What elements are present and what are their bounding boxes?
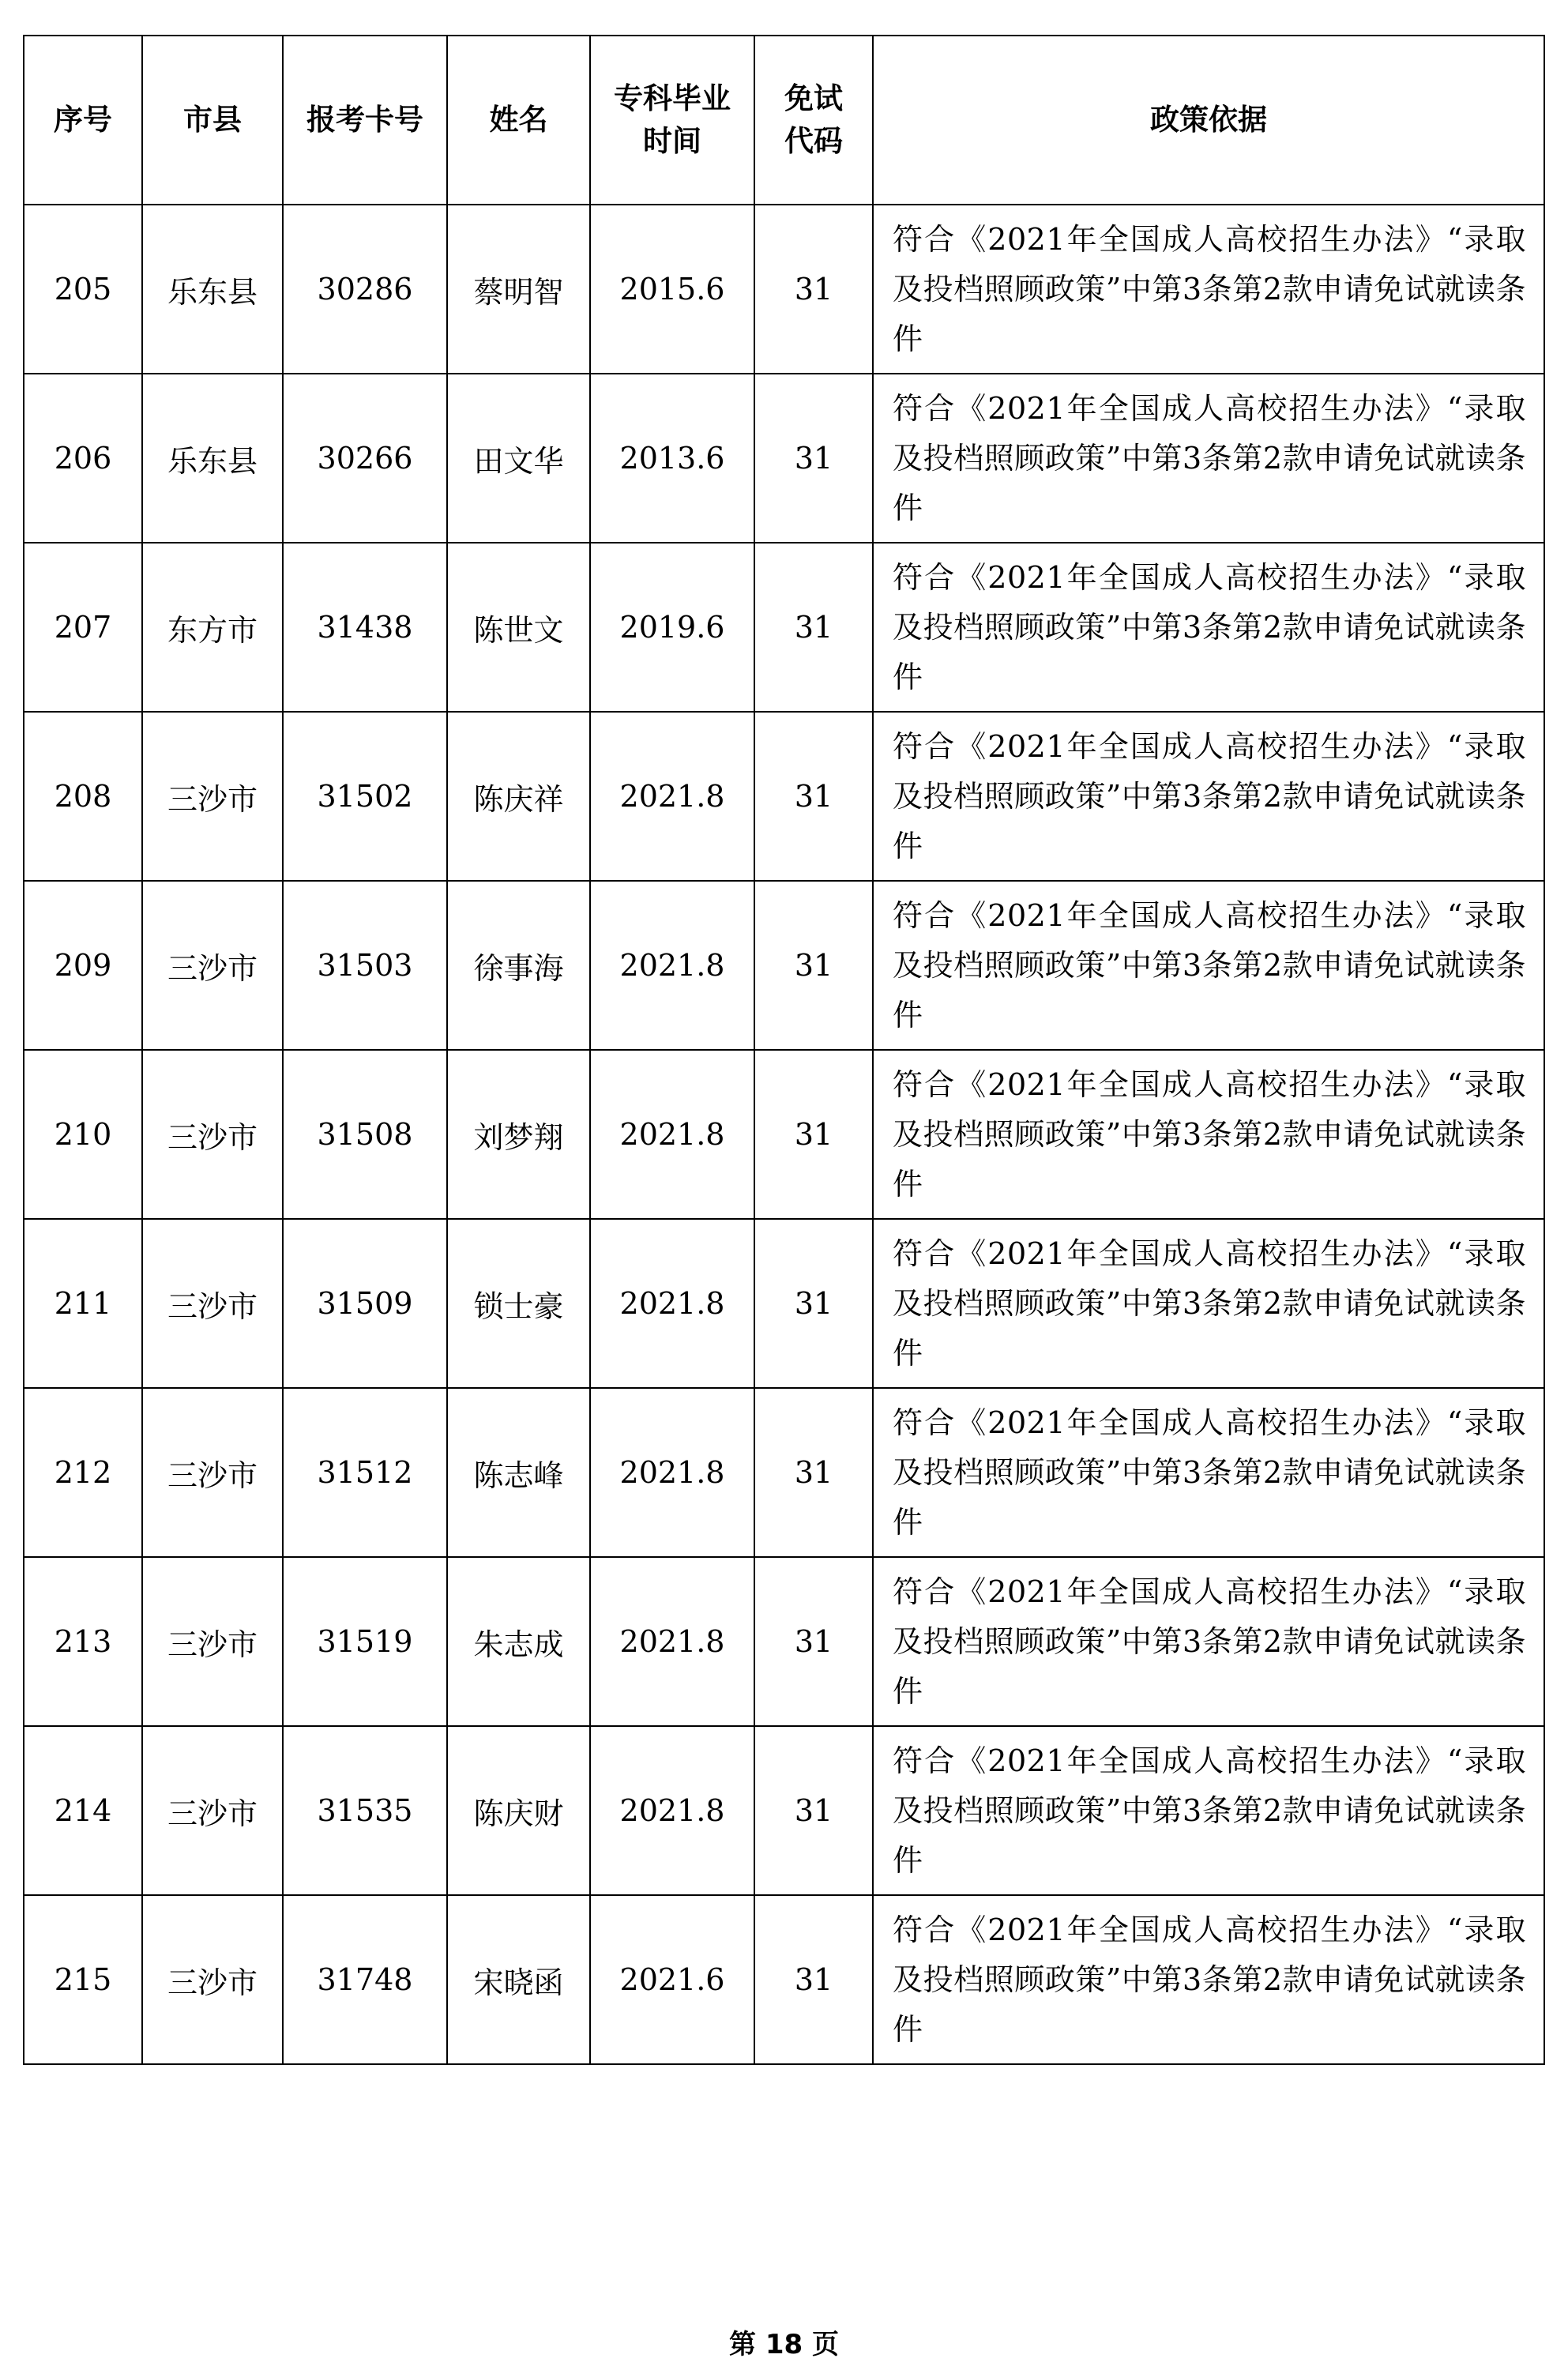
cell-seq: 215 [24, 1895, 142, 2064]
cell-policy: 符合《2021年全国成人高校招生办法》“录取及投档照顾政策”中第3条第2款申请免试就读条件 [873, 1388, 1544, 1557]
cell-name: 田文华 [447, 374, 590, 543]
cell-policy: 符合《2021年全国成人高校招生办法》“录取及投档照顾政策”中第3条第2款申请免试就读条件 [873, 1050, 1544, 1219]
cell-seq: 214 [24, 1726, 142, 1895]
cell-card-number: 31508 [283, 1050, 447, 1219]
cell-city: 三沙市 [142, 712, 283, 881]
cell-card-number: 30266 [283, 374, 447, 543]
cell-city: 乐东县 [142, 374, 283, 543]
cell-graduation-time: 2021.6 [590, 1895, 754, 2064]
cell-city: 三沙市 [142, 1726, 283, 1895]
table-row [24, 1050, 1544, 1219]
cell-card-number: 30286 [283, 205, 447, 374]
cell-exemption-code: 31 [754, 881, 873, 1050]
cell-graduation-time: 2021.8 [590, 1726, 754, 1895]
cell-seq: 210 [24, 1050, 142, 1219]
cell-exemption-code: 31 [754, 1895, 873, 2064]
cell-seq: 206 [24, 374, 142, 543]
cell-name: 陈志峰 [447, 1388, 590, 1557]
table-row [24, 543, 1544, 712]
cell-graduation-time: 2021.8 [590, 1557, 754, 1726]
cell-policy: 符合《2021年全国成人高校招生办法》“录取及投档照顾政策”中第3条第2款申请免试就读条件 [873, 1895, 1544, 2064]
cell-graduation-time: 2019.6 [590, 543, 754, 712]
table-row [24, 1388, 1544, 1557]
cell-exemption-code: 31 [754, 1388, 873, 1557]
cell-graduation-time: 2021.8 [590, 712, 754, 881]
table-row [24, 1726, 1544, 1895]
cell-card-number: 31748 [283, 1895, 447, 2064]
table-row [24, 205, 1544, 374]
header-row [24, 36, 1544, 205]
cell-policy: 符合《2021年全国成人高校招生办法》“录取及投档照顾政策”中第3条第2款申请免试就读条件 [873, 543, 1544, 712]
header-code-line2: 代码 [784, 124, 843, 158]
cell-exemption-code: 31 [754, 712, 873, 881]
cell-graduation-time: 2021.8 [590, 1050, 754, 1219]
cell-seq: 207 [24, 543, 142, 712]
cell-city: 三沙市 [142, 1050, 283, 1219]
cell-city: 三沙市 [142, 1895, 283, 2064]
header-code-line1: 免试 [784, 81, 843, 116]
cell-exemption-code: 31 [754, 1050, 873, 1219]
cell-seq: 211 [24, 1219, 142, 1388]
header-policy: 政策依据 [873, 36, 1544, 205]
cell-policy: 符合《2021年全国成人高校招生办法》“录取及投档照顾政策”中第3条第2款申请免试就读条件 [873, 1219, 1544, 1388]
header-name: 姓名 [447, 36, 590, 205]
table-row [24, 1895, 1544, 2064]
cell-name: 徐事海 [447, 881, 590, 1050]
cell-exemption-code: 31 [754, 205, 873, 374]
cell-exemption-code: 31 [754, 1219, 873, 1388]
cell-city: 三沙市 [142, 881, 283, 1050]
cell-graduation-time: 2021.8 [590, 1219, 754, 1388]
cell-name: 刘梦翔 [447, 1050, 590, 1219]
cell-seq: 209 [24, 881, 142, 1050]
header-exemption-code [754, 36, 873, 205]
table-header [24, 36, 1544, 205]
table-body [24, 205, 1544, 2064]
cell-policy: 符合《2021年全国成人高校招生办法》“录取及投档照顾政策”中第3条第2款申请免试就读条件 [873, 1557, 1544, 1726]
cell-seq: 205 [24, 205, 142, 374]
cell-graduation-time: 2013.6 [590, 374, 754, 543]
header-city: 市县 [142, 36, 283, 205]
cell-name: 朱志成 [447, 1557, 590, 1726]
cell-city: 三沙市 [142, 1388, 283, 1557]
cell-seq: 208 [24, 712, 142, 881]
cell-graduation-time: 2015.6 [590, 205, 754, 374]
table-row [24, 374, 1544, 543]
table-row [24, 1557, 1544, 1726]
cell-seq: 213 [24, 1557, 142, 1726]
cell-name: 宋晓函 [447, 1895, 590, 2064]
cell-card-number: 31438 [283, 543, 447, 712]
cell-policy: 符合《2021年全国成人高校招生办法》“录取及投档照顾政策”中第3条第2款申请免试就读条件 [873, 881, 1544, 1050]
cell-seq: 212 [24, 1388, 142, 1557]
cell-card-number: 31519 [283, 1557, 447, 1726]
cell-name: 蔡明智 [447, 205, 590, 374]
cell-card-number: 31502 [283, 712, 447, 881]
cell-policy: 符合《2021年全国成人高校招生办法》“录取及投档照顾政策”中第3条第2款申请免试就读条件 [873, 374, 1544, 543]
header-graduation-line1: 专科毕业 [614, 81, 731, 116]
cell-policy: 符合《2021年全国成人高校招生办法》“录取及投档照顾政策”中第3条第2款申请免试就读条件 [873, 1726, 1544, 1895]
cell-city: 三沙市 [142, 1219, 283, 1388]
cell-graduation-time: 2021.8 [590, 1388, 754, 1557]
cell-graduation-time: 2021.8 [590, 881, 754, 1050]
cell-card-number: 31503 [283, 881, 447, 1050]
header-graduation-time [590, 36, 754, 205]
table-row [24, 712, 1544, 881]
cell-policy: 符合《2021年全国成人高校招生办法》“录取及投档照顾政策”中第3条第2款申请免试就读条件 [873, 205, 1544, 374]
cell-name: 锁士豪 [447, 1219, 590, 1388]
cell-card-number: 31535 [283, 1726, 447, 1895]
cell-exemption-code: 31 [754, 543, 873, 712]
cell-city: 东方市 [142, 543, 283, 712]
cell-exemption-code: 31 [754, 1557, 873, 1726]
cell-city: 乐东县 [142, 205, 283, 374]
cell-name: 陈庆祥 [447, 712, 590, 881]
cell-exemption-code: 31 [754, 1726, 873, 1895]
cell-exemption-code: 31 [754, 374, 873, 543]
cell-name: 陈世文 [447, 543, 590, 712]
cell-card-number: 31509 [283, 1219, 447, 1388]
cell-policy: 符合《2021年全国成人高校招生办法》“录取及投档照顾政策”中第3条第2款申请免试就读条件 [873, 712, 1544, 881]
table-row [24, 881, 1544, 1050]
page-number: 第 18 页 [729, 2329, 839, 2360]
table-row [24, 1219, 1544, 1388]
header-graduation-line2: 时间 [643, 124, 701, 158]
document-page [23, 35, 1544, 2065]
cell-city: 三沙市 [142, 1557, 283, 1726]
cell-card-number: 31512 [283, 1388, 447, 1557]
exemption-table [23, 35, 1545, 2065]
header-card-number: 报考卡号 [283, 36, 447, 205]
header-seq: 序号 [24, 36, 142, 205]
cell-name: 陈庆财 [447, 1726, 590, 1895]
